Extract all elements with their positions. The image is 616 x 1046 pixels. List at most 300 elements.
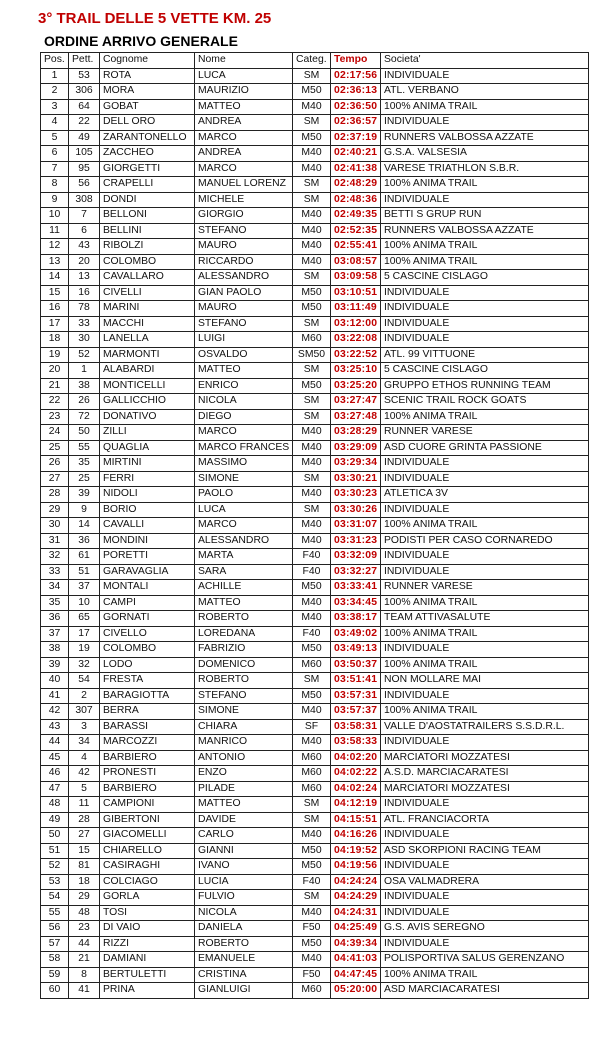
cell-categ: M60 (293, 766, 331, 782)
table-header-row (41, 53, 589, 69)
cell-pett: 18 (69, 874, 100, 890)
cell-tempo: 03:31:07 (331, 518, 381, 534)
cell-pos: 45 (41, 750, 69, 766)
cell-nome: MICHELE (195, 192, 293, 208)
cell-pett: 308 (69, 192, 100, 208)
cell-nome: IVANO (195, 859, 293, 875)
cell-nome: MAURO (195, 301, 293, 317)
cell-pos: 53 (41, 874, 69, 890)
cell-societa: INDIVIDUALE (381, 301, 589, 317)
cell-cognome: GIORGETTI (100, 161, 195, 177)
cell-cognome: QUAGLIA (100, 440, 195, 456)
cell-tempo: 03:08:57 (331, 254, 381, 270)
cell-categ: M50 (293, 642, 331, 658)
cell-pos: 13 (41, 254, 69, 270)
results-body (41, 68, 589, 998)
cell-nome: ENZO (195, 766, 293, 782)
cell-societa: ATLETICA 3V (381, 487, 589, 503)
cell-societa: ASD MARCIACARATESI (381, 983, 589, 999)
cell-categ: M60 (293, 750, 331, 766)
cell-categ: M50 (293, 580, 331, 596)
cell-pett: 22 (69, 115, 100, 131)
cell-categ: SM (293, 270, 331, 286)
cell-nome: NICOLA (195, 905, 293, 921)
cell-cognome: MONTICELLI (100, 378, 195, 394)
cell-pett: 34 (69, 735, 100, 751)
cell-cognome: NIDOLI (100, 487, 195, 503)
cell-societa: G.S. AVIS SEREGNO (381, 921, 589, 937)
cell-pos: 60 (41, 983, 69, 999)
cell-tempo: 04:39:34 (331, 936, 381, 952)
cell-pett: 51 (69, 564, 100, 580)
cell-tempo: 03:28:29 (331, 425, 381, 441)
cell-categ: M60 (293, 781, 331, 797)
table-row (41, 750, 589, 766)
cell-tempo: 03:30:21 (331, 471, 381, 487)
cell-pett: 42 (69, 766, 100, 782)
table-row (41, 208, 589, 224)
cell-tempo: 04:19:52 (331, 843, 381, 859)
cell-pos: 39 (41, 657, 69, 673)
cell-categ: M50 (293, 859, 331, 875)
table-row (41, 580, 589, 596)
cell-cognome: GORLA (100, 890, 195, 906)
cell-societa: 100% ANIMA TRAIL (381, 518, 589, 534)
cell-pos: 33 (41, 564, 69, 580)
cell-pos: 32 (41, 549, 69, 565)
cell-societa: VALLE D'AOSTATRAILERS S.S.D.R.L. (381, 719, 589, 735)
table-row (41, 843, 589, 859)
table-row (41, 549, 589, 565)
cell-cognome: PRINA (100, 983, 195, 999)
cell-societa: 5 CASCINE CISLAGO (381, 270, 589, 286)
cell-nome: OSVALDO (195, 347, 293, 363)
cell-societa: 100% ANIMA TRAIL (381, 626, 589, 642)
cell-societa: 100% ANIMA TRAIL (381, 239, 589, 255)
cell-categ: SM (293, 115, 331, 131)
cell-societa: MARCIATORI MOZZATESI (381, 750, 589, 766)
cell-categ: F40 (293, 874, 331, 890)
cell-pos: 56 (41, 921, 69, 937)
cell-nome: LUCA (195, 502, 293, 518)
cell-pos: 44 (41, 735, 69, 751)
cell-cognome: FERRI (100, 471, 195, 487)
table-row (41, 719, 589, 735)
cell-nome: ROBERTO (195, 611, 293, 627)
cell-cognome: BARASSI (100, 719, 195, 735)
cell-categ: M50 (293, 843, 331, 859)
cell-societa: INDIVIDUALE (381, 797, 589, 813)
cell-tempo: 04:24:24 (331, 874, 381, 890)
cell-cognome: MONDINI (100, 533, 195, 549)
cell-societa: INDIVIDUALE (381, 564, 589, 580)
cell-cognome: MARCOZZI (100, 735, 195, 751)
cell-cognome: RIBOLZI (100, 239, 195, 255)
cell-tempo: 05:20:00 (331, 983, 381, 999)
cell-cognome: GORNATI (100, 611, 195, 627)
cell-pos: 27 (41, 471, 69, 487)
cell-cognome: GIACOMELLI (100, 828, 195, 844)
cell-pett: 37 (69, 580, 100, 596)
cell-tempo: 04:47:45 (331, 967, 381, 983)
cell-pett: 29 (69, 890, 100, 906)
table-row (41, 68, 589, 84)
cell-categ: M40 (293, 161, 331, 177)
cell-societa: INDIVIDUALE (381, 115, 589, 131)
cell-categ: F50 (293, 967, 331, 983)
cell-categ: F40 (293, 626, 331, 642)
cell-tempo: 04:02:24 (331, 781, 381, 797)
cell-cognome: GARAVAGLIA (100, 564, 195, 580)
cell-nome: SARA (195, 564, 293, 580)
cell-tempo: 02:17:56 (331, 68, 381, 84)
cell-pett: 95 (69, 161, 100, 177)
cell-nome: ROBERTO (195, 673, 293, 689)
table-row (41, 688, 589, 704)
cell-categ: SM (293, 673, 331, 689)
cell-pos: 8 (41, 177, 69, 193)
cell-societa: INDIVIDUALE (381, 549, 589, 565)
cell-cognome: COLCIAGO (100, 874, 195, 890)
cell-categ: M50 (293, 378, 331, 394)
table-row (41, 146, 589, 162)
cell-tempo: 03:51:41 (331, 673, 381, 689)
table-row (41, 177, 589, 193)
cell-cognome: BELLONI (100, 208, 195, 224)
cell-pett: 44 (69, 936, 100, 952)
cell-nome: STEFANO (195, 688, 293, 704)
cell-pett: 4 (69, 750, 100, 766)
cell-pos: 41 (41, 688, 69, 704)
cell-tempo: 04:24:29 (331, 890, 381, 906)
cell-pos: 37 (41, 626, 69, 642)
table-row (41, 611, 589, 627)
cell-tempo: 02:37:19 (331, 130, 381, 146)
cell-tempo: 04:24:31 (331, 905, 381, 921)
cell-nome: RICCARDO (195, 254, 293, 270)
table-row (41, 781, 589, 797)
cell-pett: 3 (69, 719, 100, 735)
cell-cognome: ROTA (100, 68, 195, 84)
table-row (41, 859, 589, 875)
table-row (41, 952, 589, 968)
cell-nome: ANDREA (195, 115, 293, 131)
cell-pos: 14 (41, 270, 69, 286)
cell-cognome: ZILLI (100, 425, 195, 441)
cell-tempo: 03:32:09 (331, 549, 381, 565)
cell-cognome: CAVALLARO (100, 270, 195, 286)
cell-pett: 61 (69, 549, 100, 565)
cell-tempo: 03:29:34 (331, 456, 381, 472)
table-row (41, 84, 589, 100)
cell-cognome: PORETTI (100, 549, 195, 565)
cell-societa: 100% ANIMA TRAIL (381, 967, 589, 983)
cell-categ: M50 (293, 936, 331, 952)
cell-tempo: 03:58:33 (331, 735, 381, 751)
cell-pos: 4 (41, 115, 69, 131)
cell-tempo: 03:25:10 (331, 363, 381, 379)
cell-tempo: 03:58:31 (331, 719, 381, 735)
cell-pett: 39 (69, 487, 100, 503)
table-row (41, 921, 589, 937)
cell-nome: SIMONE (195, 704, 293, 720)
cell-nome: MATTEO (195, 363, 293, 379)
cell-pett: 10 (69, 595, 100, 611)
table-row (41, 533, 589, 549)
cell-pos: 26 (41, 456, 69, 472)
table-row (41, 874, 589, 890)
cell-categ: SM50 (293, 347, 331, 363)
cell-cognome: DONATIVO (100, 409, 195, 425)
cell-pos: 30 (41, 518, 69, 534)
cell-societa: NON MOLLARE MAI (381, 673, 589, 689)
cell-pett: 15 (69, 843, 100, 859)
table-row (41, 797, 589, 813)
table-row (41, 673, 589, 689)
cell-pos: 46 (41, 766, 69, 782)
header-categ: Categ. (293, 53, 331, 69)
table-row (41, 425, 589, 441)
cell-cognome: CAVALLI (100, 518, 195, 534)
cell-categ: SM (293, 502, 331, 518)
cell-nome: MAURIZIO (195, 84, 293, 100)
cell-tempo: 03:27:48 (331, 409, 381, 425)
header-cognome: Cognome (100, 53, 195, 69)
table-row (41, 347, 589, 363)
cell-tempo: 03:33:41 (331, 580, 381, 596)
cell-pos: 17 (41, 316, 69, 332)
cell-nome: MARCO (195, 161, 293, 177)
cell-cognome: COLOMBO (100, 254, 195, 270)
cell-categ: SM (293, 316, 331, 332)
cell-nome: MAURO (195, 239, 293, 255)
header-societa: Societa' (381, 53, 589, 69)
cell-tempo: 03:22:08 (331, 332, 381, 348)
cell-pett: 78 (69, 301, 100, 317)
table-row (41, 812, 589, 828)
cell-pett: 1 (69, 363, 100, 379)
cell-nome: NICOLA (195, 394, 293, 410)
cell-tempo: 02:41:38 (331, 161, 381, 177)
cell-tempo: 02:49:35 (331, 208, 381, 224)
cell-societa: TEAM ATTIVASALUTE (381, 611, 589, 627)
table-row (41, 332, 589, 348)
table-row (41, 626, 589, 642)
cell-societa: ATL. VERBANO (381, 84, 589, 100)
cell-nome: ROBERTO (195, 936, 293, 952)
cell-nome: ANDREA (195, 146, 293, 162)
cell-cognome: BARBIERO (100, 781, 195, 797)
cell-tempo: 03:27:47 (331, 394, 381, 410)
cell-pett: 65 (69, 611, 100, 627)
cell-nome: MARTA (195, 549, 293, 565)
cell-societa: 100% ANIMA TRAIL (381, 177, 589, 193)
table-row (41, 564, 589, 580)
cell-pos: 43 (41, 719, 69, 735)
cell-nome: ACHILLE (195, 580, 293, 596)
cell-pos: 34 (41, 580, 69, 596)
cell-societa: 100% ANIMA TRAIL (381, 657, 589, 673)
table-row (41, 657, 589, 673)
cell-pett: 28 (69, 812, 100, 828)
cell-pett: 13 (69, 270, 100, 286)
cell-pos: 16 (41, 301, 69, 317)
cell-societa: PODISTI PER CASO CORNAREDO (381, 533, 589, 549)
cell-pett: 53 (69, 68, 100, 84)
cell-societa: SCENIC TRAIL ROCK GOATS (381, 394, 589, 410)
cell-tempo: 02:55:41 (331, 239, 381, 255)
cell-tempo: 03:49:02 (331, 626, 381, 642)
cell-cognome: GALLICCHIO (100, 394, 195, 410)
cell-categ: SM (293, 177, 331, 193)
cell-pos: 40 (41, 673, 69, 689)
cell-societa: INDIVIDUALE (381, 285, 589, 301)
cell-nome: DIEGO (195, 409, 293, 425)
cell-categ: F40 (293, 564, 331, 580)
cell-tempo: 03:49:13 (331, 642, 381, 658)
cell-pett: 8 (69, 967, 100, 983)
cell-categ: SM (293, 812, 331, 828)
cell-tempo: 02:52:35 (331, 223, 381, 239)
cell-societa: ATL. 99 VITTUONE (381, 347, 589, 363)
cell-nome: MATTEO (195, 595, 293, 611)
cell-societa: 100% ANIMA TRAIL (381, 99, 589, 115)
cell-tempo: 04:15:51 (331, 812, 381, 828)
cell-cognome: GIBERTONI (100, 812, 195, 828)
cell-tempo: 04:02:22 (331, 766, 381, 782)
cell-tempo: 02:48:29 (331, 177, 381, 193)
cell-pos: 12 (41, 239, 69, 255)
cell-cognome: BORIO (100, 502, 195, 518)
cell-societa: 100% ANIMA TRAIL (381, 254, 589, 270)
cell-pos: 47 (41, 781, 69, 797)
cell-categ: M40 (293, 611, 331, 627)
cell-pett: 49 (69, 130, 100, 146)
table-row (41, 130, 589, 146)
cell-pos: 36 (41, 611, 69, 627)
cell-cognome: BARAGIOTTA (100, 688, 195, 704)
cell-pett: 307 (69, 704, 100, 720)
cell-nome: STEFANO (195, 223, 293, 239)
table-row (41, 99, 589, 115)
table-row (41, 440, 589, 456)
cell-tempo: 03:31:23 (331, 533, 381, 549)
cell-nome: MARCO (195, 518, 293, 534)
table-row (41, 223, 589, 239)
cell-societa: INDIVIDUALE (381, 332, 589, 348)
cell-nome: MARCO (195, 130, 293, 146)
cell-societa: INDIVIDUALE (381, 890, 589, 906)
cell-categ: M50 (293, 285, 331, 301)
cell-cognome: TOSI (100, 905, 195, 921)
table-row (41, 239, 589, 255)
cell-pett: 33 (69, 316, 100, 332)
cell-tempo: 02:40:21 (331, 146, 381, 162)
table-row (41, 254, 589, 270)
cell-nome: EMANUELE (195, 952, 293, 968)
cell-societa: INDIVIDUALE (381, 502, 589, 518)
cell-nome: ENRICO (195, 378, 293, 394)
cell-cognome: BELLINI (100, 223, 195, 239)
cell-societa: INDIVIDUALE (381, 828, 589, 844)
cell-categ: M50 (293, 301, 331, 317)
cell-categ: M40 (293, 487, 331, 503)
cell-nome: GIORGIO (195, 208, 293, 224)
cell-cognome: DI VAIO (100, 921, 195, 937)
cell-nome: GIAN PAOLO (195, 285, 293, 301)
table-row (41, 301, 589, 317)
cell-categ: M60 (293, 983, 331, 999)
cell-nome: PAOLO (195, 487, 293, 503)
cell-cognome: BERTULETTI (100, 967, 195, 983)
cell-tempo: 03:11:49 (331, 301, 381, 317)
cell-pos: 18 (41, 332, 69, 348)
cell-nome: FULVIO (195, 890, 293, 906)
cell-categ: SM (293, 394, 331, 410)
cell-pos: 49 (41, 812, 69, 828)
cell-pos: 48 (41, 797, 69, 813)
table-row (41, 967, 589, 983)
cell-categ: M40 (293, 146, 331, 162)
cell-pett: 19 (69, 642, 100, 658)
cell-categ: M40 (293, 518, 331, 534)
cell-tempo: 03:09:58 (331, 270, 381, 286)
header-tempo: Tempo (331, 53, 381, 69)
cell-nome: MASSIMO (195, 456, 293, 472)
cell-pett: 36 (69, 533, 100, 549)
cell-tempo: 03:22:52 (331, 347, 381, 363)
cell-cognome: MARMONTI (100, 347, 195, 363)
table-row (41, 487, 589, 503)
cell-pett: 50 (69, 425, 100, 441)
page-subtitle: ORDINE ARRIVO GENERALE (44, 33, 238, 49)
cell-tempo: 03:10:51 (331, 285, 381, 301)
table-row (41, 192, 589, 208)
cell-pett: 48 (69, 905, 100, 921)
table-row (41, 363, 589, 379)
cell-societa: RUNNERS VALBOSSA AZZATE (381, 130, 589, 146)
cell-pos: 54 (41, 890, 69, 906)
cell-societa: INDIVIDUALE (381, 471, 589, 487)
cell-pett: 25 (69, 471, 100, 487)
cell-pett: 52 (69, 347, 100, 363)
cell-tempo: 03:57:37 (331, 704, 381, 720)
cell-pett: 41 (69, 983, 100, 999)
cell-cognome: MIRTINI (100, 456, 195, 472)
cell-societa: INDIVIDUALE (381, 688, 589, 704)
cell-nome: DANIELA (195, 921, 293, 937)
cell-cognome: ALABARDI (100, 363, 195, 379)
cell-nome: GIANLUIGI (195, 983, 293, 999)
cell-pett: 30 (69, 332, 100, 348)
cell-tempo: 03:34:45 (331, 595, 381, 611)
cell-societa: INDIVIDUALE (381, 642, 589, 658)
cell-pett: 38 (69, 378, 100, 394)
cell-pos: 20 (41, 363, 69, 379)
cell-societa: ASD CUORE GRINTA PASSIONE (381, 440, 589, 456)
cell-pett: 43 (69, 239, 100, 255)
cell-pos: 10 (41, 208, 69, 224)
cell-nome: LUCIA (195, 874, 293, 890)
cell-tempo: 03:57:31 (331, 688, 381, 704)
cell-cognome: MACCHI (100, 316, 195, 332)
table-row (41, 936, 589, 952)
cell-pos: 58 (41, 952, 69, 968)
cell-tempo: 04:25:49 (331, 921, 381, 937)
cell-categ: M40 (293, 735, 331, 751)
cell-pett: 27 (69, 828, 100, 844)
cell-cognome: CAMPIONI (100, 797, 195, 813)
